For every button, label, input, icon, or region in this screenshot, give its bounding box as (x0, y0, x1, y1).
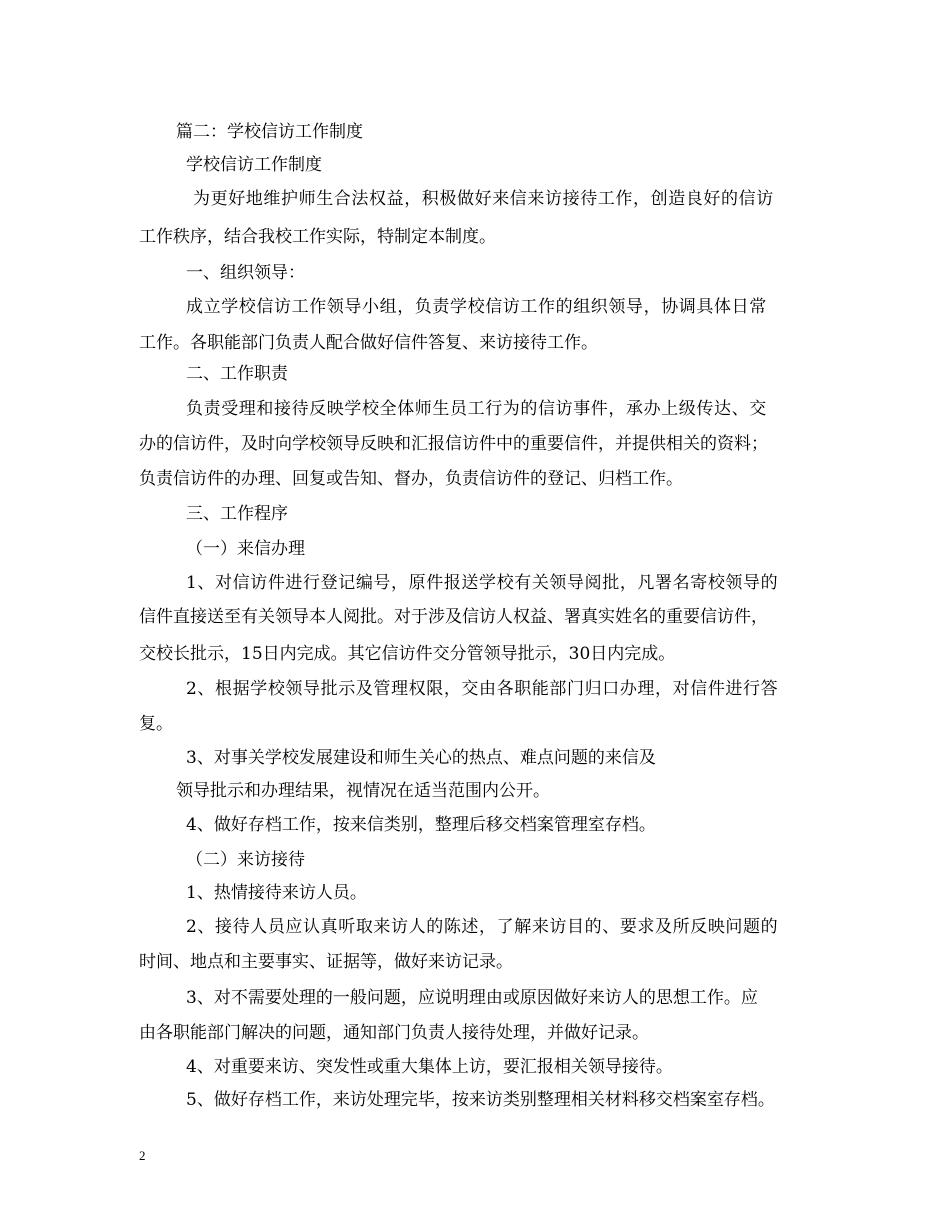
paragraph-line: 工作秩序，结合我校工作实际，特制定本制度。 (139, 227, 496, 247)
paragraph-line: 工作。各职能部门负责人配合做好信件答复、来访接待工作。 (139, 333, 598, 353)
document-title: 学校信访工作制度 (186, 155, 322, 175)
paragraph-line: 成立学校信访工作领导小组，负责学校信访工作的组织领导，协调具体日常 (186, 297, 767, 317)
subsection-heading: 三、工作程序 (186, 504, 288, 524)
paragraph-line: 交校长批示，15日内完成。其它信访件交分管领导批示，30日内完成。 (139, 644, 676, 664)
subsection-heading: （二）来访接待 (186, 850, 305, 870)
page-number: 2 (139, 1148, 146, 1163)
paragraph-line: 4、对重要来访、突发性或重大集体上访，要汇报相关领导接待。 (186, 1057, 673, 1077)
paragraph-line: 1、对信访件进行登记编号，原件报送学校有关领导阅批，凡署名寄校领导的 (186, 573, 779, 593)
subsection-heading: 一、组织领导： (186, 263, 305, 283)
paragraph-line: 5、做好存档工作，来访处理完毕，按来访类别整理相关材料移交档案室存档。 (186, 1090, 775, 1110)
paragraph-line: 时间、地点和主要事实、证据等，做好来访记录。 (139, 952, 513, 972)
paragraph-line: 4、做好存档工作，按来信类别，整理后移交档案管理室存档。 (186, 815, 656, 835)
paragraph-line: 办的信访件，及时向学校领导反映和汇报信访件中的重要信件，并提供相关的资料； (139, 434, 768, 454)
section-heading: 篇二：学校信访工作制度 (176, 122, 363, 142)
paragraph-line: 由各职能部门解决的问题，通知部门负责人接待处理，并做好记录。 (139, 1023, 649, 1043)
paragraph-line: 1、热情接待来访人员。 (186, 883, 367, 903)
paragraph-line: 信件直接送至有关领导本人阅批。对于涉及信访人权益、署真实姓名的重要信访件， (139, 607, 768, 627)
paragraph-line: 领导批示和办理结果，视情况在适当范围内公开。 (176, 781, 550, 801)
paragraph-line: 3、对事关学校发展建设和师生关心的热点、难点问题的来信及 (186, 748, 656, 768)
paragraph-line: 负责信访件的办理、回复或告知、督办，负责信访件的登记、归档工作。 (139, 469, 683, 489)
paragraph-line: 负责受理和接待反映学校全体师生员工行为的信访事件，承办上级传达、交 (186, 399, 767, 419)
paragraph-line: 复。 (139, 714, 173, 734)
paragraph-line: 为更好地维护师生合法权益，积极做好来信来访接待工作，创造良好的信访 (193, 189, 774, 209)
paragraph-line: 3、对不需要处理的一般问题，应说明理由或原因做好来访人的思想工作。应 (186, 988, 758, 1008)
subsection-heading: 二、工作职责 (186, 364, 288, 384)
paragraph-line: 2、根据学校领导批示及管理权限，交由各职能部门归口办理，对信件进行答 (186, 679, 779, 699)
subsection-heading: （一）来信办理 (186, 539, 305, 559)
paragraph-line: 2、接待人员应认真听取来访人的陈述，了解来访目的、要求及所反映问题的 (186, 917, 779, 937)
